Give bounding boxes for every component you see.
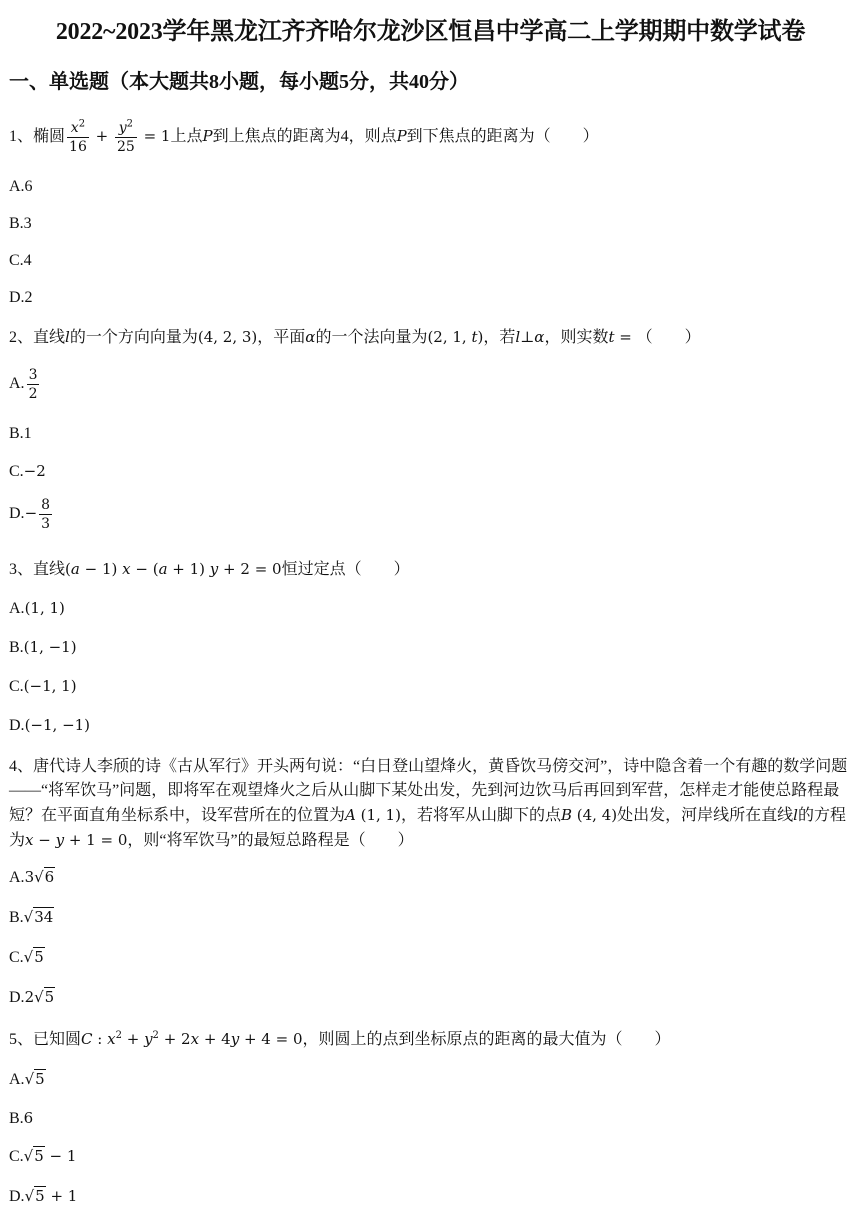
question-number: 5、 — [9, 1031, 34, 1048]
question-4: 4、唐代诗人李颀的诗《古从军行》开头两句说：“白日登山望烽火，黄昏饮马傍交河”，诗中隐含着一个有趣的数学问题——“将军饮马”问题，即将军在观望烽火之后从山脚下某处出发，先到河边饮马后再回到军营，怎样走才能使总路程最短？在平面直角坐标系中，设军营所在的位置为A (1, 1)，若将军从山脚下的点B (4, 4)处出发，河岸线所在直线l的方程为x − y + 1 = 0，则“将军饮马”的最短总路程是（ ） — [9, 758, 848, 849]
question-text: ，平面 — [257, 329, 306, 346]
question-2: 2、直线l的一个方向向量为(4, 2, 3)，平面α的一个法向量为(2, 1, t)，若l⊥α，则实数t = （ ） — [9, 328, 701, 346]
option-label: C. — [9, 949, 24, 966]
question-text: ，则“将军饮马”的最短总路程是（ ） — [127, 832, 414, 849]
option-label: A. — [9, 600, 25, 617]
question-text: 直线 — [33, 329, 66, 346]
question-text: ，则圆上的点到坐标原点的距离的最大值为（ ） — [302, 1031, 671, 1048]
fraction: $\frac{x^2}{16}$ — [69, 118, 87, 155]
q3-option-d[interactable]: D.(−1, −1) — [9, 716, 91, 734]
q4-option-b[interactable]: B.√34 — [9, 908, 54, 926]
question-text: （ ） — [636, 329, 701, 346]
question-text: 的一个方向向量为 — [69, 329, 198, 346]
q5-option-c[interactable]: C.√5 − 1 — [9, 1147, 77, 1165]
question-3: 3、直线(a − 1) x − (a + 1) y + 2 = 0恒过定点（ ） — [9, 560, 410, 578]
q5-option-a[interactable]: A.√5 — [9, 1070, 45, 1088]
q2-option-d[interactable]: D.− $\frac{8}{3}$ — [9, 497, 51, 532]
q1-option-c[interactable]: C.4 — [9, 252, 32, 269]
q5-option-b[interactable]: B.6 — [9, 1109, 34, 1127]
option-label: B. — [9, 639, 24, 656]
question-text: 直线 — [33, 561, 66, 578]
q1-option-b[interactable]: B.3 — [9, 215, 32, 232]
option-label: A. — [9, 1071, 25, 1088]
question-number: 3、 — [9, 561, 34, 578]
option-label: D. — [9, 989, 25, 1006]
question-text: 恒过定点（ ） — [281, 561, 410, 578]
question-number: 1、 — [9, 128, 34, 146]
question-text: 的方程为 — [9, 807, 846, 849]
question-text: 的一个法向量为 — [315, 329, 428, 346]
question-5: 5、已知圆C : $x^2 + y^2 + 2x + 4y + 4 = 0$，则圆上的点到坐标原点的距离的最大值为（ ） — [9, 1030, 671, 1048]
question-text: ，若 — [483, 329, 516, 346]
option-label: D. — [9, 717, 25, 734]
option-label: B. — [9, 1110, 24, 1127]
q2-option-b[interactable]: B.1 — [9, 425, 32, 442]
page-title: 2022~2023学年黑龙江齐齐哈尔龙沙区恒昌中学高二上学期期中数学试卷 — [55, 19, 806, 45]
q1-option-a[interactable]: A.6 — [9, 178, 33, 195]
option-label: B. — [9, 909, 24, 926]
option-label: C. — [9, 463, 24, 480]
q3-option-b[interactable]: B.(1, −1) — [9, 638, 77, 656]
q1-option-d[interactable]: D.2 — [9, 289, 33, 306]
q4-option-c[interactable]: C.√5 — [9, 948, 44, 966]
question-text: 已知圆 — [33, 1031, 82, 1048]
option-label: A. — [9, 375, 25, 393]
fraction: $\frac{y^2}{25}$ — [116, 118, 135, 155]
q4-option-a[interactable]: A.3√6 — [9, 868, 55, 886]
question-text: ，若将军从山脚下的点 — [400, 807, 561, 824]
option-label: D. — [9, 1188, 25, 1205]
question-number: 2、 — [9, 329, 34, 346]
question-1: 1、椭圆 $\frac{x^2}{16}$ + $\frac{y^2}{25}$ = 1上点P到上焦点的距离为4，则点P到下焦点的距离为（ ） — [9, 118, 599, 155]
section-heading: 一、单选题（本大题共8小题，每小题5分，共40分） — [9, 71, 469, 93]
question-text: 椭圆 — [33, 128, 66, 146]
question-text: ，则实数 — [544, 329, 609, 346]
option-label: C. — [9, 678, 24, 695]
option-label: C. — [9, 1148, 24, 1165]
option-label: D. — [9, 505, 25, 523]
question-text: 上点 — [170, 128, 203, 146]
fraction: $\frac{3}{2}$ — [28, 367, 38, 402]
question-text: 到下焦点的距离为（ ） — [406, 128, 599, 146]
question-text: 4、唐代诗人李颀的诗《古从军行》开头两句说：“白日登山望烽火，黄昏饮马傍交河”，诗中隐含着一个有趣的数学问题——“将军饮马”问题，即将军在观望烽火之后从山脚下某处出发，先到河边饮马后再回到军营，怎样走才能使总路程最短？在平面直角坐标系中，设军营所在的位置为 — [9, 758, 848, 824]
option-label: A. — [9, 869, 25, 886]
question-text: 到上焦点的距离为4，则点 — [212, 128, 397, 146]
q5-option-d[interactable]: D.√5 + 1 — [9, 1187, 78, 1205]
q2-option-c[interactable]: C.−2 — [9, 462, 46, 480]
q3-option-a[interactable]: A.(1, 1) — [9, 599, 65, 617]
q2-option-a[interactable] — [9, 366, 41, 403]
q3-option-c[interactable]: C.(−1, 1) — [9, 677, 77, 695]
fraction: $\frac{8}{3}$ — [41, 497, 51, 532]
q4-option-d[interactable]: D.2√5 — [9, 988, 55, 1006]
question-text: 处出发，河岸线所在直线 — [617, 807, 794, 824]
